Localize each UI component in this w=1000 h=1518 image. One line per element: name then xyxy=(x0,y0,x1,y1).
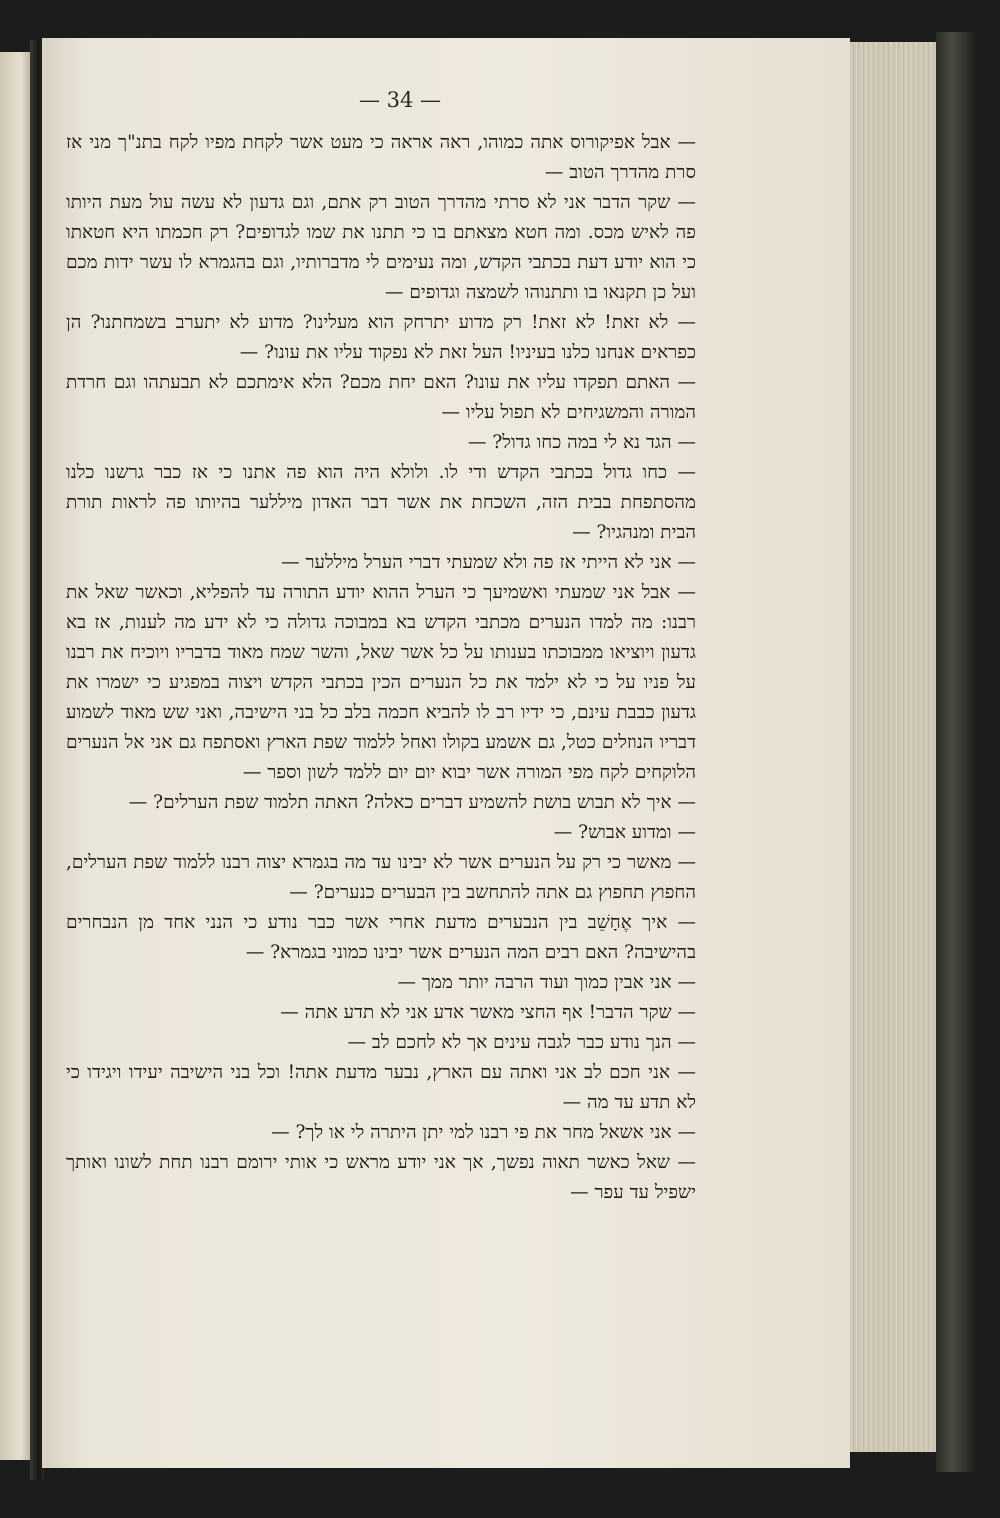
paragraph: — אבל אפיקורוס אתה כמוהו, ראה אראה כי מעט אשר לקחת מפיו לקח בתנ"ך מני אז סרת מהדרך הטוב — xyxy=(66,132,696,183)
paragraph: — הנך נודע כבר לגבה עינים אך לא לחכם לב — xyxy=(347,1032,696,1053)
paragraph: — שקר הדבר אני לא סרתי מהדרך הטוב רק אתם, וגם גדעון לא עשה עול מעת היותו פה לאיש מכס. ומה חטא מצאתם בו כי תתנו את שמו לגדופים? רק חכמתו היא חטאתו כי הוא יודע דעת בכתבי הקדש, ומה נעימים לי מדברותיו, וגם בהגמרא לו עשר ידות מכם ועל כן תקנאו בו ותתנוהו לשמצה וגדופים — xyxy=(66,192,696,303)
page-text xyxy=(66,128,696,1208)
paragraph: — אני אבין כמוך ועוד הרבה יותר ממך — xyxy=(397,972,696,993)
page-number: — 34 — xyxy=(358,88,442,112)
facing-page-edge xyxy=(0,52,30,1460)
page-fore-edge xyxy=(850,42,938,1452)
paragraph: — האתם תפקדו עליו את עונו? האם יחת מכם? הלא אימתכם לא תבעתהו וגם חרדת המורה והמשגיחים לא תפול עליו — xyxy=(66,372,696,423)
book-cover-board xyxy=(936,32,976,1472)
paragraph: — לא זאת! לא זאת! רק מדוע יתרחק הוא מעלינו? מדוע לא יתערב בשמחתנו? הן כפראים אנחנו כלנו בעיניו! העל זאת לא נפקוד עליו את עונו? — xyxy=(66,312,696,363)
paragraph: — אבל אני שמעתי ואשמיעך כי הערל ההוא יודע התורה עד להפליא, וכאשר שאל את רבנו: מה למדו הנערים מכתבי הקדש בא במבוכה גדולה כי לא ידע מה לענות, אז בא גדעון ויוציאו ממבוכתו בענותו על כל אשר שאל, והשר שמח מאוד בדבריו ויוכיח את רבנו על פניו על כי לא ילמד את כל הנערים הכין בכתבי הקדש ויצוה במפגיע כי ישמרו את גדעון כבבת עינם, כי ידיו רב לו להביא חכמה בלב כל בני הישיבה, ואני שש מאוד לשמוע דבריו הנוזלים כטל, גם אשמע בקולו ואחל ללמוד שפת הארץ ואסתפח גם אני אל הנערים הלוקחים לקח מפי המורה אשר יבוא יום יום ללמד לשון וספר — xyxy=(66,582,696,783)
paragraph: — שאל כאשר תאוה נפשך, אך אני יודע מראש כי אותי ירומם רבנו תחת לשונו ואותך ישפיל עד עפר — xyxy=(66,1152,696,1203)
paragraph: — איך לא תבוש בושת להשמיע דברים כאלה? האתה תלמוד שפת הערלים? — xyxy=(128,792,696,813)
paragraph: — אני לא הייתי אז פה ולא שמעתי דברי הערל מיללער — xyxy=(281,552,696,573)
paragraph: — שקר הדבר! אף החצי מאשר אדע אני לא תדע אתה — xyxy=(280,1002,696,1023)
paragraph: — איך אֶחָשֵׁב בין הנבערים מדעת אחרי אשר כבר נודע כי הנני אחד מן הנבחרים בהישיבה? האם רבים המה הנערים אשר יבינו כמוני בגמרא? — xyxy=(66,912,696,963)
paragraph: — אני חכם לב אני ואתה עם הארץ, נבער מדעת אתה! וכל בני הישיבה יעידו ויגידו כי לא תדע עד מה — xyxy=(66,1062,696,1113)
paragraph: — אני אשאל מחר את פי רבנו למי יתן היתרה לי או לך? — xyxy=(271,1122,696,1143)
paragraph: — מאשר כי רק על הנערים אשר לא יבינו עד מה בגמרא יצוה רבנו ללמוד שפת הערלים, החפוץ תחפוץ גם אתה להתחשב בין הבערים כנערים? — xyxy=(66,852,696,903)
paragraph: — כחו גדול בכתבי הקדש ודי לו. ולולא היה הוא פה אתנו כי אז כבר גרשנו כלנו מהסתפחת בבית הזה, השכחת את אשר דבר האדון מיללער בהיותו פה לראות תורת הבית ומנהגיו? — xyxy=(66,462,696,543)
paragraph: — הגד נא לי במה כחו גדול? — xyxy=(468,432,696,453)
paragraph: — ומדוע אבוש? — xyxy=(553,822,696,843)
